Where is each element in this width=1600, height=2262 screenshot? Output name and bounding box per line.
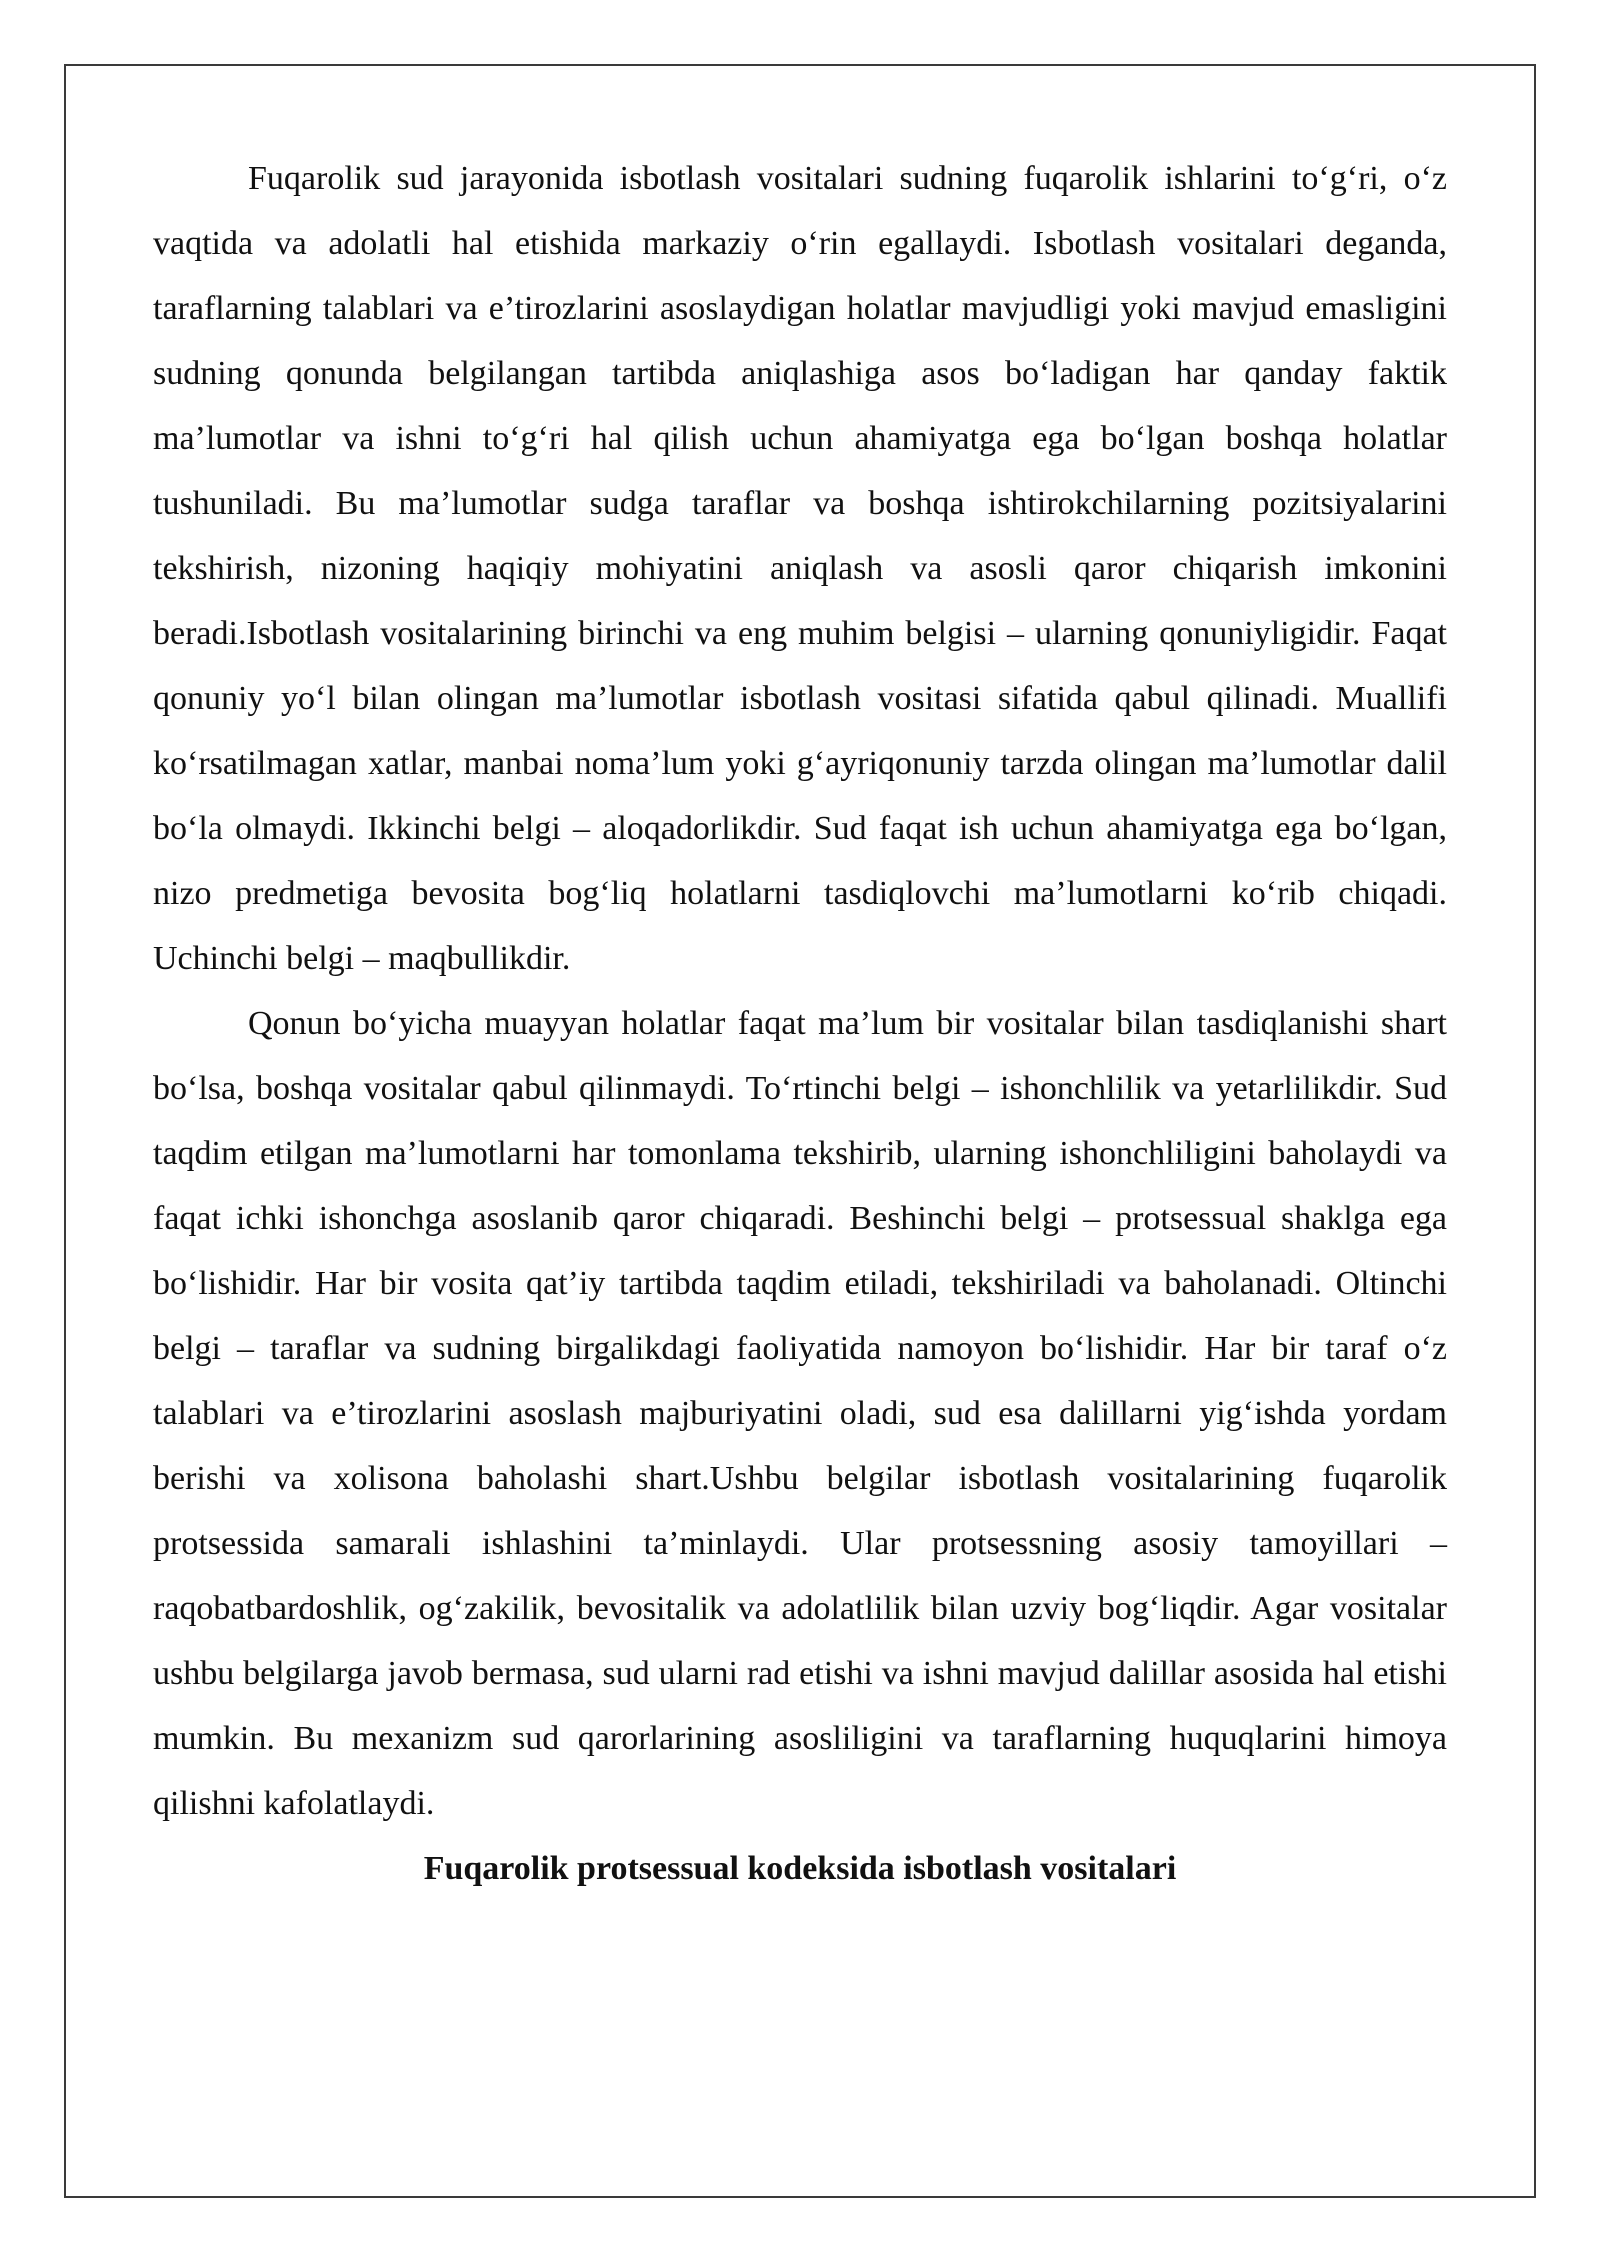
paragraph-1: Fuqarolik sud jarayonida isbotlash vositalari sudning fuqarolik ishlarini to‘g‘ri, o‘z vaqtida va adolatli hal etishida markaziy o‘rin egallaydi. Isbotlash vositalari deganda, taraflarning talablari va e’tirozlarini asoslaydigan holatlar mavjudligi yoki mavjud emasligini sudning qonunda belgilangan tartibda aniqlashiga asos bo‘ladigan har qanday faktik ma’lumotlar va ishni to‘g‘ri hal qilish uchun ahamiyatga ega bo‘lgan boshqa holatlar tushuniladi. Bu ma’lumotlar sudga taraflar va boshqa ishtirokchilarning pozitsiyalarini tekshirish, nizoning haqiqiy mohiyatini aniqlash va asosli qaror chiqarish imkonini beradi.Isbotlash vositalarining birinchi va eng muhim belgisi – ularning qonuniyligidir. Faqat qonuniy yo‘l bilan olingan ma’lumotlar isbotlash vositasi sifatida qabul qilinadi. Muallifi ko‘rsatilmagan xatlar, manbai noma’lum yoki g‘ayriqonuniy tarzda olingan ma’lumotlar dalil bo‘la olmaydi. Ikkinchi belgi – aloqadorlikdir. Sud faqat ish uchun ahamiyatga ega bo‘lgan, nizo predmetiga bevosita bog‘liq holatlarni tasdiqlovchi ma’lumotlarni ko‘rib chiqadi. Uchinchi belgi – maqbullikdir. bbox=[153, 160, 1447, 977]
section-heading: Fuqarolik protsessual kodeksida isbotlash vositalari bbox=[423, 1850, 1177, 1887]
paragraph-2: Qonun bo‘yicha muayyan holatlar faqat ma’lum bir vositalar bilan tasdiqlanishi shart bo‘lsa, boshqa vositalar qabul qilinmaydi. To‘rtinchi belgi – ishonchlilik va yetarlilikdir. Sud taqdim etilgan ma’lumotlarni har tomonlama tekshirib, ularning ishonchliligini baholaydi va faqat ichki ishonchga asoslanib qaror chiqaradi. Beshinchi belgi – protsessual shaklga ega bo‘lishidir. Har bir vosita qat’iy tartibda taqdim etiladi, tekshiriladi va baholanadi. Oltinchi belgi – taraflar va sudning birgalikdagi faoliyatida namoyon bo‘lishidir. Har bir taraf o‘z talablari va e’tirozlarini asoslash majburiyatini oladi, sud esa dalillarni yig‘ishda yordam berishi va xolisona baholashi shart.Ushbu belgilar isbotlash vositalarining fuqarolik protsessida samarali ishlashini ta’minlaydi. Ular protsessning asosiy tamoyillari – raqobatbardoshlik, og‘zakilik, bevositalik va adolatlilik bilan uzviy bog‘liqdir. Agar vositalar ushbu belgilarga javob bermasa, sud ularni rad etishi va ishni mavjud dalillar asosida hal etishi mumkin. Bu mexanizm sud qarorlarining asosliligini va taraflarning huquqlarini himoya qilishni kafolatlaydi. bbox=[153, 1005, 1447, 1822]
document-body bbox=[153, 146, 1447, 1901]
